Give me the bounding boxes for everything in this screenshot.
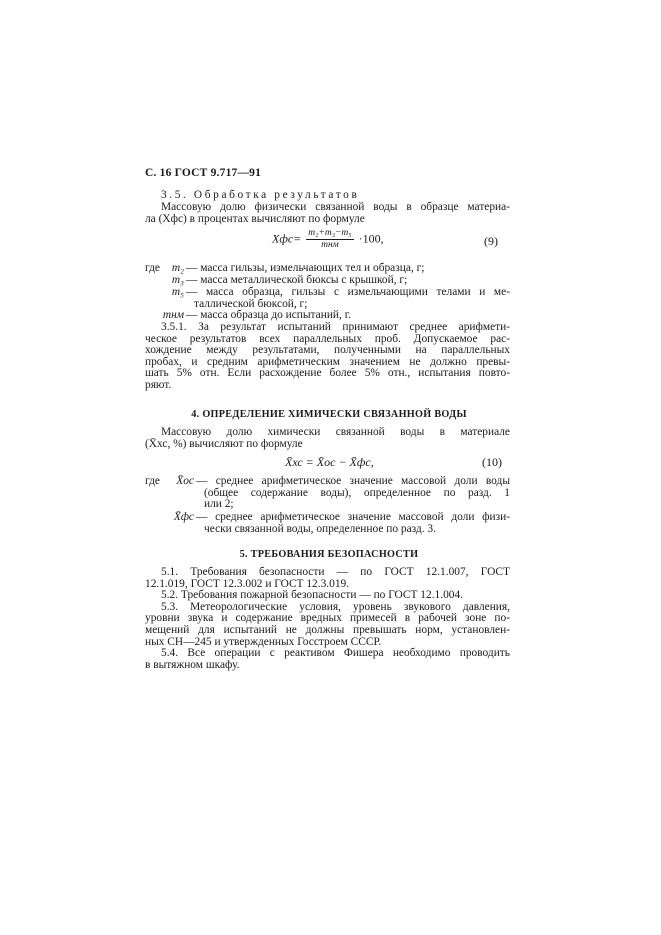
def-text: — масса образца, гильзы с измельчающими телами и ме- <box>186 286 510 298</box>
text-line: Массовую долю физически связанной воды в образце материа- <box>161 201 510 213</box>
def-text: — масса образца до испытаний, г. <box>186 309 351 321</box>
page-header: С. 16 ГОСТ 9.717—91 <box>145 167 262 179</box>
def-symbol: X̄фс <box>173 511 194 523</box>
def-symbol: m₅ <box>171 286 184 298</box>
eq9-lhs: Xфс= <box>272 231 302 246</box>
text-line: ных СН—245 и утвержденных Госстроем СССР. <box>145 635 382 648</box>
def-text-block <box>186 287 510 310</box>
equation-10-number: (10) <box>482 455 502 469</box>
text-line: ческое результатов всех параллельных проб. Допускаемое рас- <box>145 332 510 345</box>
eq9-numerator: m₂+m₃−m₅ <box>308 228 352 238</box>
def-text: — масса гильзы, измельчающих тел и образца, г; <box>186 262 425 274</box>
section-3-5-title <box>161 190 359 202</box>
def-symbol: m₂ <box>171 262 184 274</box>
where-label: где <box>145 262 160 274</box>
text-line: шать 5% отн. Если расхождение более 5% отн., испытания повто- <box>145 367 510 380</box>
text-line: 5.1. Требования безопасности — по ГОСТ 12.1.007, ГОСТ <box>161 566 510 578</box>
equation-10: X̄хс = X̄ос − X̄фс, <box>285 455 374 469</box>
text-line: ряют. <box>145 378 172 391</box>
text-line: хождение между результатами, полученными на параллельных <box>145 344 510 357</box>
text-line: 3.5.1. За результат испытаний принимают среднее арифмети- <box>161 321 510 333</box>
text-line: 12.1.019, ГОСТ 12.3.002 и ГОСТ 12.3.019. <box>145 577 350 590</box>
text-line: 5.3. Метеорологические условия, уровень звукового давления, <box>161 600 510 613</box>
def-text: — среднее арифметическое значение массовой доли физи- <box>196 511 510 523</box>
section-4-heading: 4. ОПРЕДЕЛЕНИЕ ХИМИЧЕСКИ СВЯЗАННОЙ ВОДЫ <box>191 409 467 420</box>
text-line: пробах, и средним арифметическим значением не должно превы- <box>145 355 510 368</box>
section-4-intro <box>145 427 510 450</box>
text-line: 5.2. Требования пожарной безопасности — по ГОСТ 12.1.004. <box>161 589 464 602</box>
text-line: в вытяжном шкафу. <box>145 658 240 671</box>
text-line: (X̄хс, %) вычисляют по формуле <box>145 437 303 450</box>
paragraph-3-5-1 <box>145 322 510 392</box>
section-5-heading: 5. ТРЕБОВАНИЯ БЕЗОПАСНОСТИ <box>239 549 419 560</box>
def-symbol: mнм <box>162 309 184 321</box>
def-text: (общее содержание воды), определенное по разд. 1 <box>204 486 510 499</box>
text-line: мещений для испытаний не должны превышать норм, установлен- <box>145 623 510 636</box>
text-line: 5.4. Все операции с реактивом Фишера необходимо проводить <box>161 647 510 660</box>
eq9-tail: ·100, <box>358 231 384 246</box>
def-symbol: m₃ <box>171 274 184 286</box>
def-text: — среднее арифметическое значение массовой доли воды <box>196 475 510 487</box>
section-5-body <box>145 567 510 671</box>
def-text-block <box>196 512 510 535</box>
section-title-text: 3.5. Обработка результатов <box>161 189 360 201</box>
def-symbol: X̄ос <box>176 475 194 487</box>
def-text: таллической бюксой, г; <box>194 297 308 310</box>
section-3-5-intro <box>145 202 510 225</box>
text-line: уровни звука и содержание вредных примесей в рабочей зоне по- <box>145 612 510 625</box>
def-text-block <box>196 476 510 511</box>
def-text: или 2; <box>204 498 234 511</box>
def-text: — масса металлической бюксы с крышкой, г; <box>186 274 408 286</box>
def-text: чески связанной воды, определенное по разд. 3. <box>204 522 436 535</box>
where-label: где <box>145 475 160 487</box>
eq9-fraction <box>306 228 353 251</box>
equation-9 <box>272 228 384 251</box>
text-line: ла (Xфс) в процентах вычисляют по формуле <box>145 212 365 225</box>
equation-9-number: (9) <box>484 234 498 248</box>
eq9-denominator: mнм <box>321 240 339 250</box>
text-line: Массовую долю химически связанной воды в материале <box>161 426 510 438</box>
